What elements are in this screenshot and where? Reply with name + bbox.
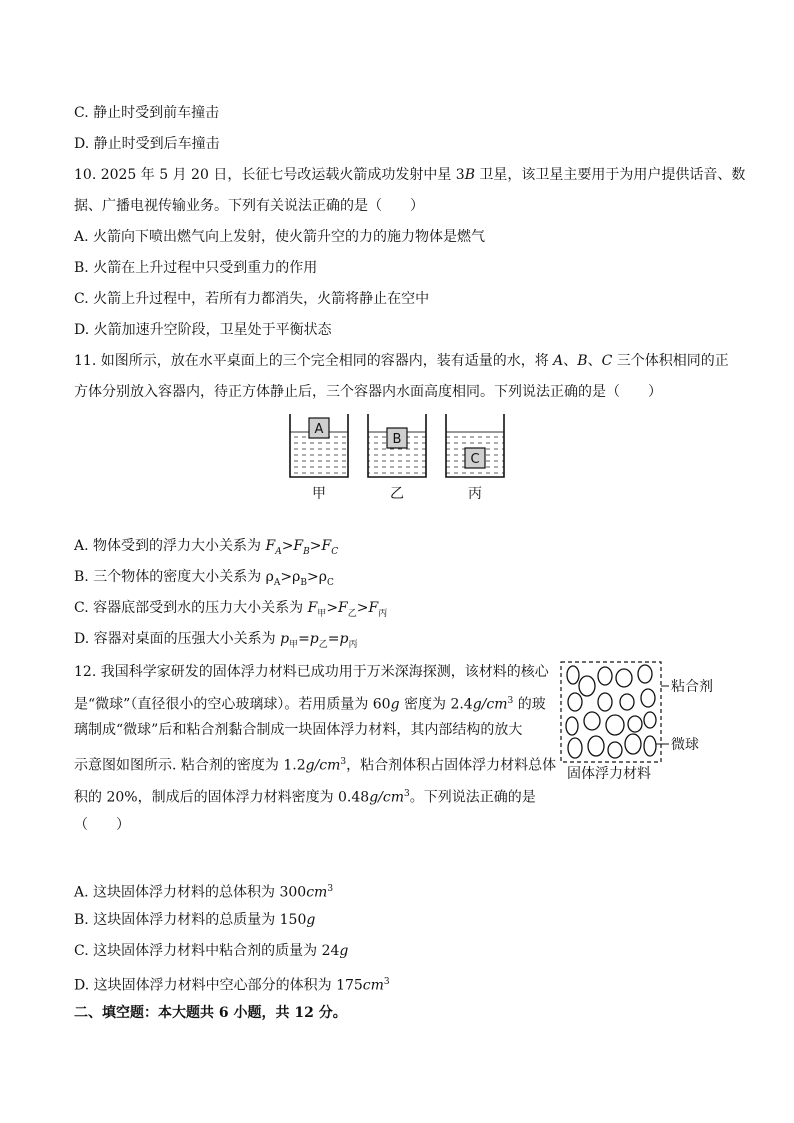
caption-jia: 甲 [312, 486, 326, 502]
q10-option-d: D. 火箭加速升空阶段，卫星处于平衡状态 [74, 322, 332, 338]
q11-option-b: B. 三个物体的密度大小关系为 $\rho_A>\rho_B>\rho_C$ [74, 569, 334, 588]
q11-option-d: D. 容器对桌面的压强大小关系为 $p_甲=p_乙=p_丙$ [74, 631, 358, 650]
caption-yi: 乙 [390, 486, 404, 502]
container-bing [446, 414, 504, 502]
q12-stem-line1: 12. 我国科学家研发的固体浮力材料已成功用于万米深海探测，该材料的核心 [74, 664, 549, 680]
q10-option-c: C. 火箭上升过程中，若所有力都消失，火箭将静止在空中 [74, 291, 430, 307]
block-c-label: C [470, 452, 480, 467]
q9-option-d: D. 静止时受到后车撞击 [74, 136, 220, 152]
q11-stem-line2: 方体分别放入容器内，待正方体静止后，三个容器内水面高度相同。下列说法正确的是（ ） [74, 384, 662, 400]
q11-option-a: A. 物体受到的浮力大小关系为 $F_A>F_B>F_C$ [74, 538, 339, 557]
caption-bing: 丙 [468, 486, 482, 502]
q10-option-b: B. 火箭在上升过程中只受到重力的作用 [74, 260, 318, 276]
q12-option-b: B. 这块固体浮力材料的总质量为 150g [74, 912, 316, 928]
q12-material-figure [555, 658, 735, 783]
section-two-heading: 二、填空题：本大题共 6 小题，共 12 分。 [74, 1005, 347, 1021]
q10-option-a: A. 火箭向下喷出燃气向上发射，使火箭升空的力的施力物体是燃气 [74, 229, 486, 245]
block-b-label: B [392, 432, 402, 447]
microspheres [566, 665, 656, 758]
material-caption: 固体浮力材料 [567, 766, 651, 782]
label-microsphere: 微球 [671, 737, 699, 753]
label-binder: 粘合剂 [671, 679, 713, 695]
q12-stem-line2: 是“微球”（直径很小的空心玻璃球）。若用质量为 60g 密度为 $2.4g/cm^3$ 的玻 [74, 696, 546, 713]
q11-containers-figure [286, 410, 516, 505]
q12-stem-line4: 示意图如图所示. 粘合剂的密度为 $1.2g/cm^3$，粘合剂体积占固体浮力材料总体 [74, 757, 557, 774]
q12-option-a: A. 这块固体浮力材料的总体积为 $300cm^3$ [74, 884, 334, 901]
container-yi [368, 414, 426, 502]
material-outline [561, 662, 661, 762]
q11-option-c: C. 容器底部受到水的压力大小关系为 $F_甲>F_乙>F_丙$ [74, 600, 388, 619]
q10-stem-line2: 据、广播电视传输业务。下列有关说法正确的是（ ） [74, 198, 424, 214]
block-a-label: A [314, 422, 324, 437]
q12-stem-line5: 积的 20%，制成后的固体浮力材料密度为 $0.48g/cm^3$。下列说法正确的是 [74, 789, 536, 806]
q10-stem-line1: 10. 2025 年 5 月 20 日，长征七号改运载火箭成功发射中星 3B 卫星，该卫星主要用于为用户提供话音、数 [74, 167, 746, 183]
q12-stem-line3: 璃制成“微球”后和粘合剂黏合制成一块固体浮力材料，其内部结构的放大 [74, 722, 523, 738]
q12-answer-bracket: （ ） [74, 817, 130, 833]
container-jia [290, 414, 348, 502]
q9-option-c: C. 静止时受到前车撞击 [74, 105, 220, 121]
q12-option-c: C. 这块固体浮力材料中粘合剂的质量为 24g [74, 943, 349, 959]
q12-option-d: D. 这块固体浮力材料中空心部分的体积为 $175cm^3$ [74, 977, 390, 994]
q11-stem-line1: 11. 如图所示，放在水平桌面上的三个完全相同的容器内，装有适量的水，将 A、B、C 三个体积相同的正 [74, 353, 729, 369]
